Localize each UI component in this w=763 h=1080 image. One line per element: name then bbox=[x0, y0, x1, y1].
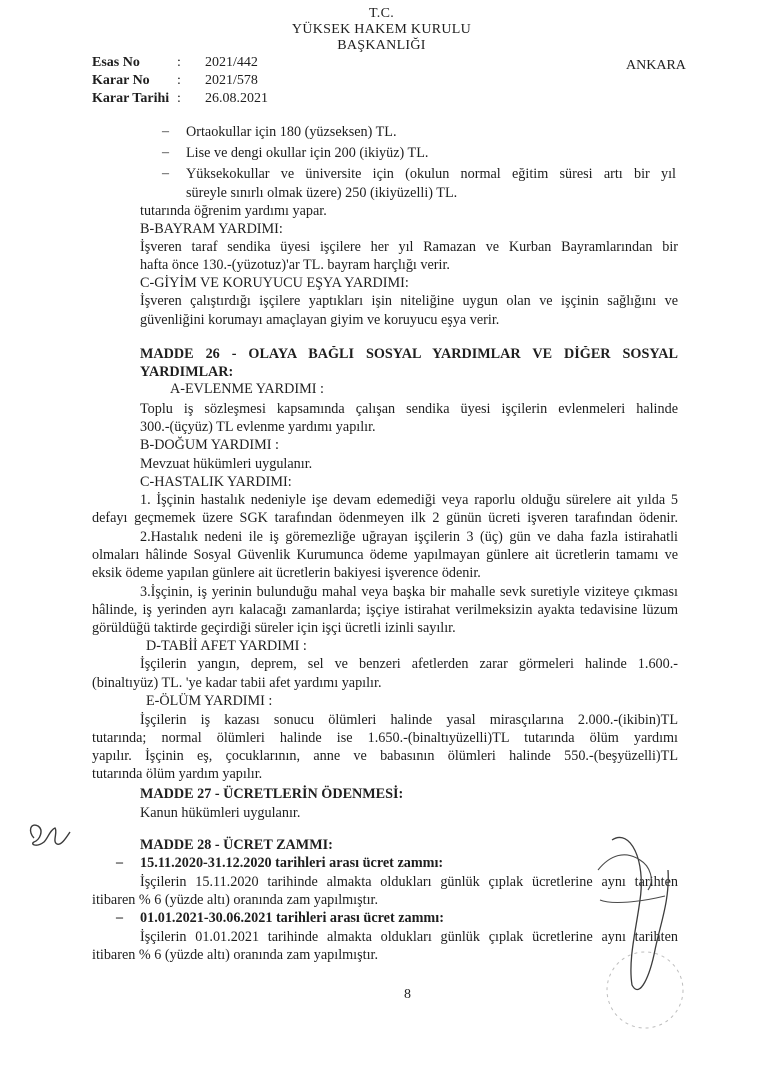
paragraph-line: Mevzuat hükümleri uygulanır. bbox=[140, 456, 313, 472]
paragraph-line: hâlinde, iş yerinden ayrı kalacağı zamanlarda; işçiye istirahat verilmeksizin ayakta tedavisine lüzum bbox=[92, 602, 678, 618]
article-heading: YARDIMLAR: bbox=[140, 364, 234, 380]
meta-sep: : bbox=[177, 91, 181, 106]
paragraph-line: 1. İşçinin hastalık nedeniyle işe devam edemediği veya raporlu olduğu sürelere ait yılda 5 bbox=[140, 492, 678, 508]
paragraph-line: tutarında ölüm yardım yapılır. bbox=[92, 766, 263, 782]
paragraph-line: (binaltıyüz) TL. 'ye kadar tabii afet yardımı yapılır. bbox=[92, 675, 382, 691]
paragraph-line: İşçilerin 01.01.2021 tarihinde almakta oldukları günlük çıplak ücretlerine aynı tarihten bbox=[140, 929, 678, 945]
section-heading: B-DOĞUM YARDIMI : bbox=[140, 437, 279, 453]
list-bullet: – bbox=[162, 166, 169, 181]
meta-label-esas: Esas No bbox=[92, 55, 140, 70]
header-department: BAŞKANLIĞI bbox=[337, 38, 426, 53]
header-institution: YÜKSEK HAKEM KURULU bbox=[291, 22, 472, 37]
paragraph-line: eksik ödeme yapılan günlere ait ücretlerin bakiyesi işverence ödenir. bbox=[92, 565, 481, 581]
paragraph-line: İşçilerin yangın, deprem, sel ve benzeri afetlerden zarar görmeleri halinde 1.600.- bbox=[140, 656, 678, 672]
paragraph-line: güvenliğini korumayı amaçlayan giyim ve koruyucu eşya verir. bbox=[140, 312, 500, 328]
paragraph-line: hafta önce 130.-(yüzotuz)'ar TL. bayram harçlığı verir. bbox=[140, 257, 450, 273]
stamp-outline bbox=[607, 952, 683, 1028]
paragraph-line: yapılır. İşçinin eş, çocuklarının, anne ve babasının ölümleri halinde 550.-(beşyüzelli)TL bbox=[92, 748, 678, 764]
paragraph-line: Toplu iş sözleşmesi kapsamında çalışan sendika üyesi işçilerin evlenmeleri halinde bbox=[140, 401, 678, 417]
article-heading: MADDE 28 - ÜCRET ZAMMI: bbox=[140, 837, 333, 853]
initials-mark bbox=[31, 825, 70, 845]
paragraph-line: 300.-(üçyüz) TL evlenme yardımı yapılır. bbox=[140, 419, 376, 435]
list-bullet: – bbox=[116, 855, 123, 870]
article-heading: MADDE 26 - OLAYA BAĞLI SOSYAL YARDIMLAR VE DİĞER SOSYAL bbox=[140, 346, 678, 362]
list-item: Ortaokullar için 180 (yüzseksen) TL. bbox=[186, 124, 397, 140]
meta-label-tarih: Karar Tarihi bbox=[92, 91, 170, 106]
header-city: ANKARA bbox=[626, 58, 686, 73]
paragraph-line: defayı geçmemek üzere SGK tarafından ödenmeyen ilk 2 günün ücreti işveren tarafından ödenir. bbox=[92, 510, 678, 526]
paragraph-line: İşçilerin 15.11.2020 tarihinde almakta oldukları günlük çıplak ücretlerine aynı tarihten bbox=[140, 874, 678, 890]
meta-label-karar: Karar No bbox=[92, 73, 150, 88]
paragraph-line: görüldüğü taktirde geçirdiği süreler için işçi ücretli izinli sayılır. bbox=[92, 620, 456, 636]
list-item-cont: süreyle sınırlı olmak üzere) 250 (ikiyüzelli) TL. bbox=[186, 185, 458, 201]
list-item: Lise ve dengi okullar için 200 (ikiyüz) TL. bbox=[186, 145, 429, 161]
paragraph-line: İşveren taraf sendika üyesi işçilere her yıl Ramazan ve Kurban Bayramlarından bir bbox=[140, 239, 678, 255]
list-bullet: – bbox=[162, 145, 169, 160]
list-bullet: – bbox=[162, 124, 169, 139]
meta-sep: : bbox=[177, 73, 181, 88]
signature-stroke bbox=[600, 896, 665, 903]
meta-value-karar: 2021/578 bbox=[205, 73, 258, 88]
meta-value-esas: 2021/442 bbox=[205, 55, 258, 70]
paragraph-line: İşveren çalıştırdığı işçilere yaptıkları işin niteliğine uygun olan ve işçinin sağlığını ve bbox=[140, 293, 678, 309]
section-heading: E-ÖLÜM YARDIMI : bbox=[146, 693, 273, 709]
list-item: Yüksekokullar ve üniversite için (okulun normal eğitim süresi artı bir yıl bbox=[186, 166, 676, 182]
subsection-heading: 15.11.2020-31.12.2020 tarihleri arası ücret zammı: bbox=[140, 855, 444, 871]
paragraph-line: itibaren % 6 (yüzde altı) oranında zam yapılmıştır. bbox=[92, 892, 379, 908]
meta-sep: : bbox=[177, 55, 181, 70]
paragraph-line: olmaları hâlinde Sosyal Güvenlik Kurumunca ödeme yapılmayan günlere ait ücretlerin tamamı ve bbox=[92, 547, 678, 563]
paragraph-line: Kanun hükümleri uygulanır. bbox=[140, 805, 301, 821]
section-heading: C-GİYİM VE KORUYUCU EŞYA YARDIMI: bbox=[140, 275, 409, 291]
page-number: 8 bbox=[404, 987, 411, 1002]
header-tc: T.C. bbox=[368, 6, 395, 21]
paragraph-line: tutarında; normal ölümleri halinde ise 1.650.-(binaltıyüzelli)TL tutarında ölüm yardımı bbox=[92, 730, 678, 746]
section-heading: D-TABİİ AFET YARDIMI : bbox=[146, 638, 307, 654]
section-heading: C-HASTALIK YARDIMI: bbox=[140, 474, 292, 490]
paragraph-line: tutarında öğrenim yardımı yapar. bbox=[140, 203, 327, 219]
paragraph-line: 2.Hastalık nedeni ile iş göremezliğe uğrayan işçilerin 3 (üç) gün ve daha fazla istirahatli bbox=[140, 529, 678, 545]
paragraph-line: 3.İşçinin, iş yerinin bulunduğu mahal veya başka bir mahalle sevk suretiyle viziteye çıkması bbox=[140, 584, 678, 600]
list-bullet: – bbox=[116, 910, 123, 925]
section-heading: A-EVLENME YARDIMI : bbox=[170, 381, 324, 397]
section-heading: B-BAYRAM YARDIMI: bbox=[140, 221, 283, 237]
signature-stroke bbox=[598, 855, 651, 890]
meta-value-tarih: 26.08.2021 bbox=[205, 91, 268, 106]
paragraph-line: İşçilerin iş kazası sonucu ölümleri halinde yasal mirasçılarına 2.000.-(ikibin)TL bbox=[140, 712, 678, 728]
article-heading: MADDE 27 - ÜCRETLERİN ÖDENMESİ: bbox=[140, 786, 404, 802]
subsection-heading: 01.01.2021-30.06.2021 tarihleri arası ücret zammı: bbox=[140, 910, 444, 926]
paragraph-line: itibaren % 6 (yüzde altı) oranında zam yapılmıştır. bbox=[92, 947, 379, 963]
